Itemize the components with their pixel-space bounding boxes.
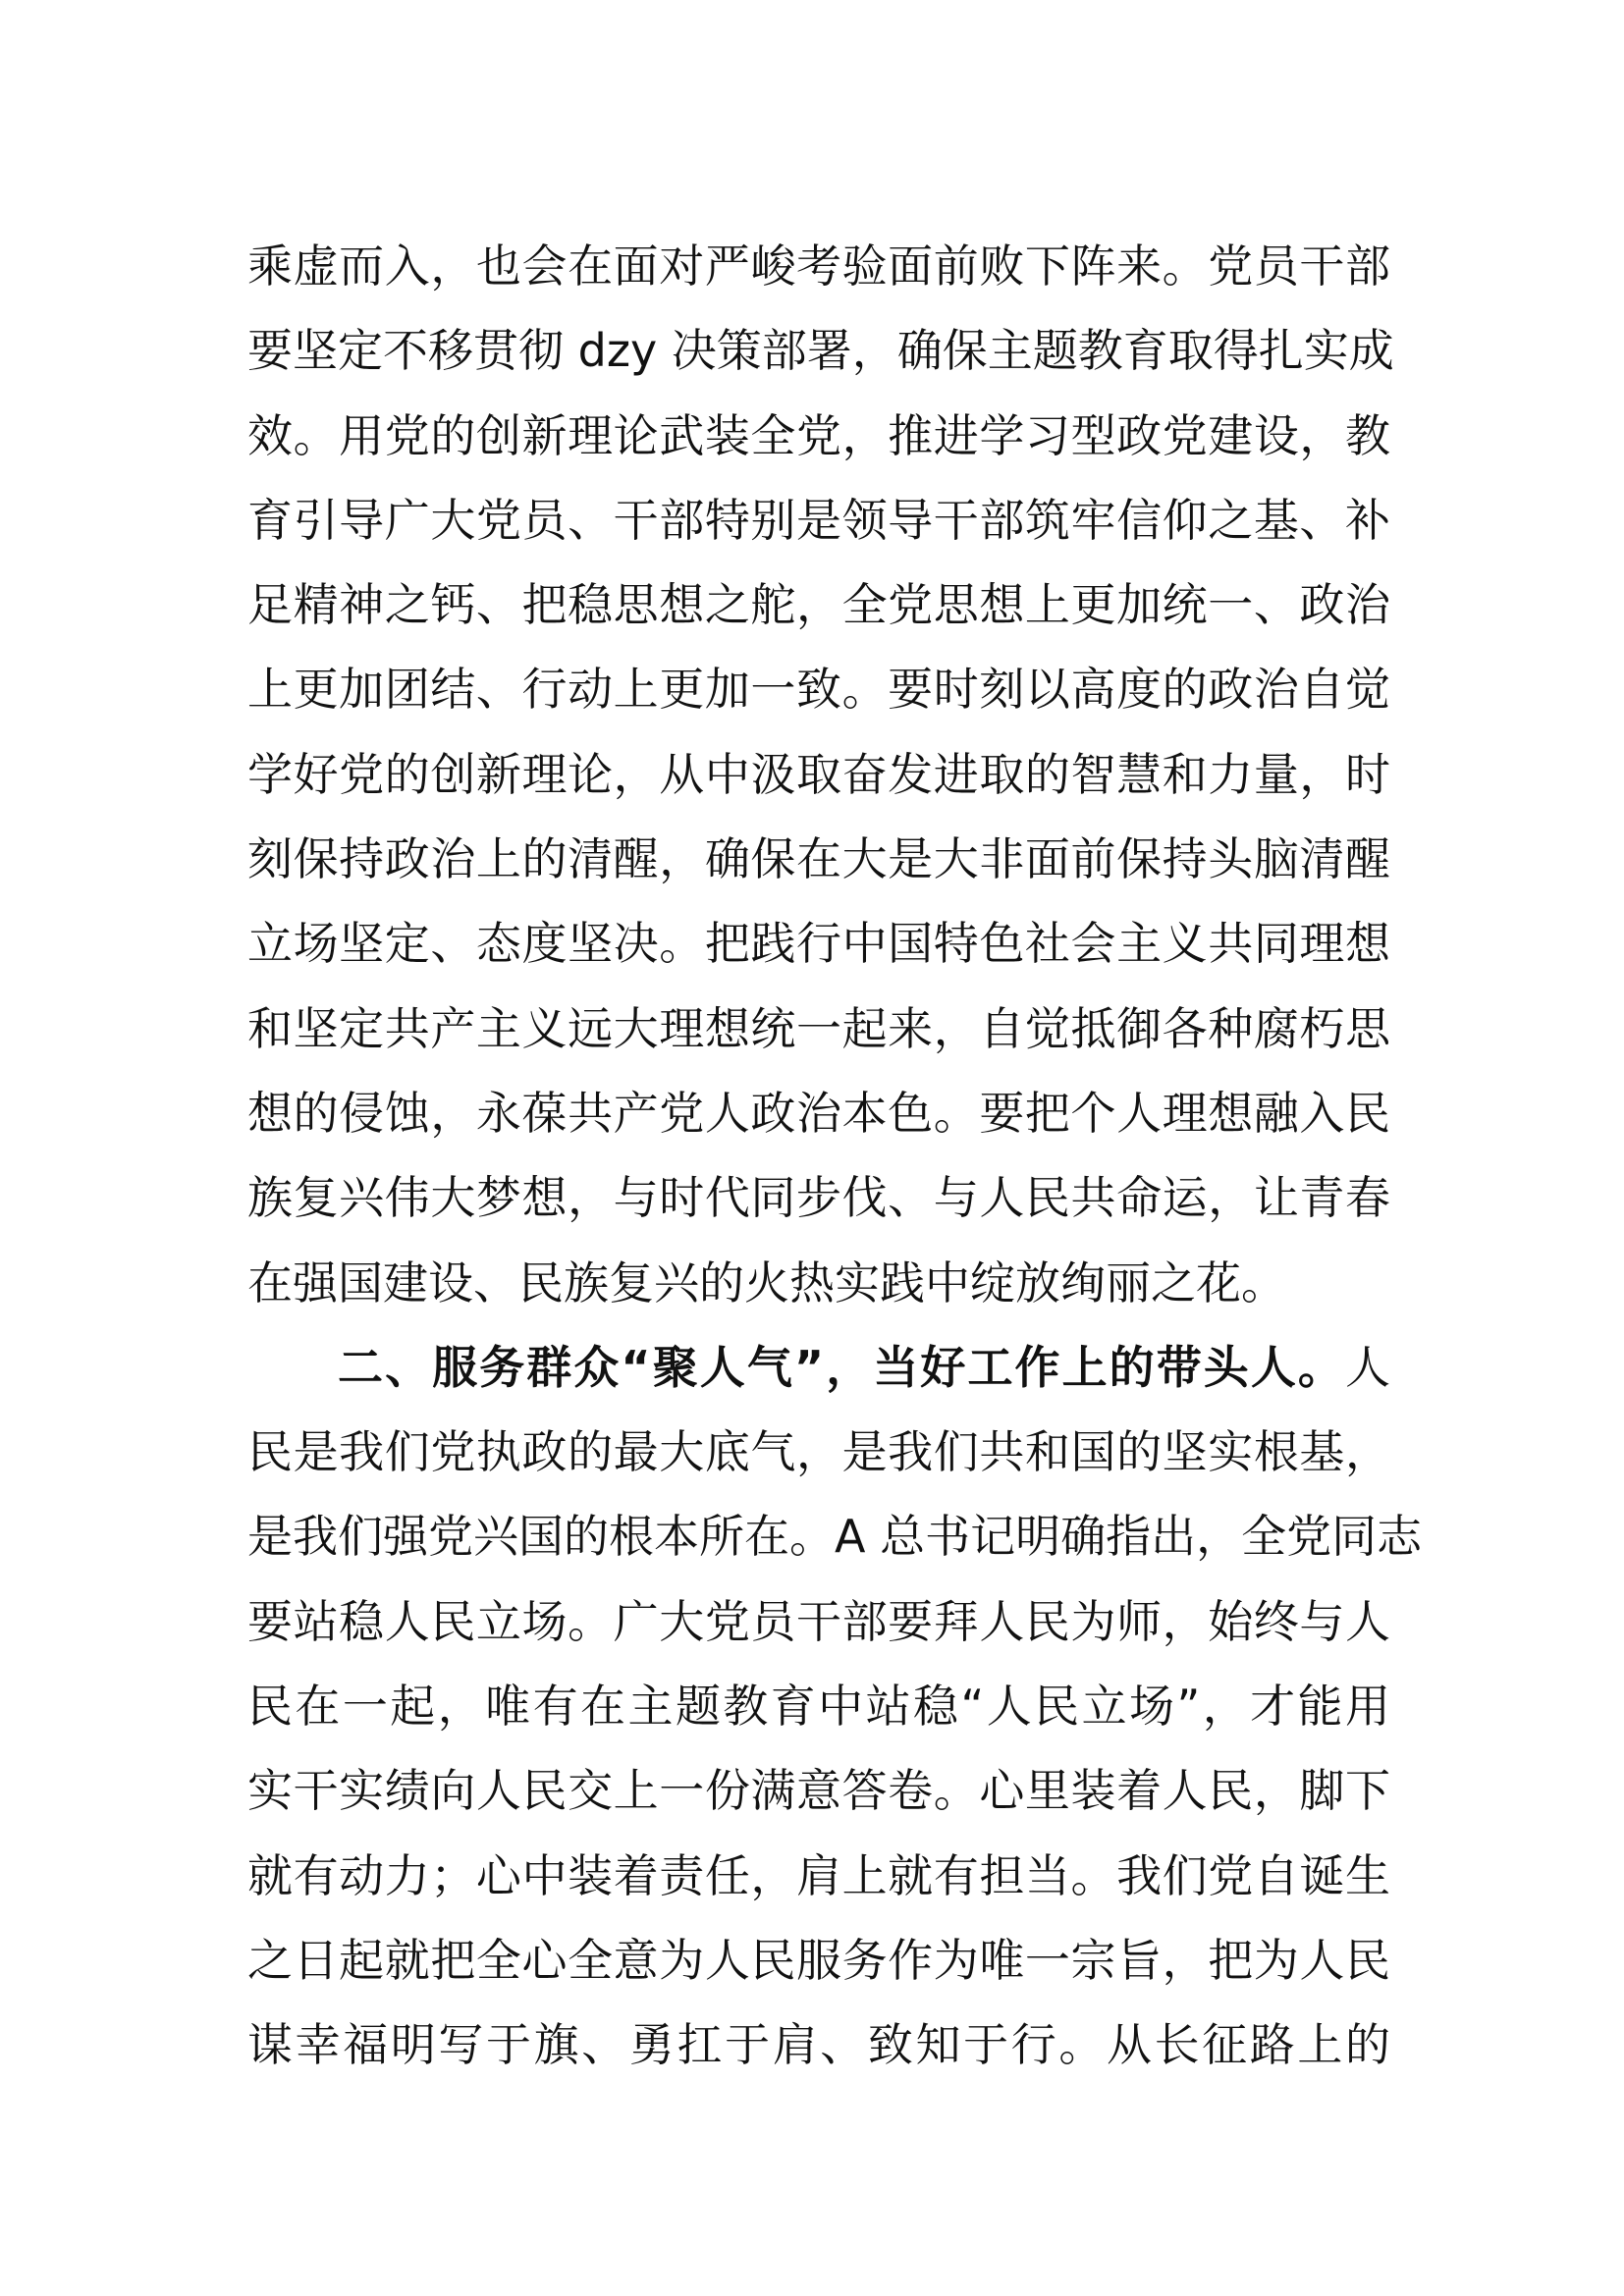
section-heading: 二、服务群众“聚人气”，当好工作上的带头人。 xyxy=(338,1340,1345,1394)
text-line: 族复兴伟大梦想，与时代同步伐、与人民共命运，让青春 xyxy=(247,1171,1390,1225)
text-line: 效。用党的创新理论武装全党，推进学习型政党建设，教 xyxy=(247,408,1390,462)
text-line: 和坚定共产主义远大理想统一起来，自觉抵御各种腐朽思 xyxy=(247,1001,1390,1055)
text-line: 谋幸福明写于旗、勇扛于肩、致知于行。从长征路上的 xyxy=(247,2018,1390,2072)
text-line: 立场坚定、态度坚决。把践行中国特色社会主义共同理想 xyxy=(247,917,1390,971)
text-line: 要站稳人民立场。广大党员干部要拜人民为师，始终与人 xyxy=(247,1594,1390,1648)
heading-line-rest: 人 xyxy=(1345,1340,1390,1394)
text-line: 育引导广大党员、干部特别是领导干部筑牢信仰之基、补 xyxy=(247,493,1390,547)
text-line: 民是我们党执政的最大底气，是我们共和国的坚实根基， xyxy=(247,1425,1390,1479)
paragraph-2 xyxy=(247,1325,1423,2088)
text-line: 就有动力；心中装着责任，肩上就有担当。我们党自诞生 xyxy=(247,1848,1390,1902)
text-line: 在强国建设、民族复兴的火热实践中绽放绚丽之花。 xyxy=(247,1255,1286,1309)
text-line: 民在一起，唯有在主题教育中站稳“人民立场”，才能用 xyxy=(247,1680,1390,1734)
text-line: 学好党的创新理论，从中汲取奋发进取的智慧和力量，时 xyxy=(247,747,1390,801)
text-line: 要坚定不移贯彻 dzy 决策部署，确保主题教育取得扎实成 xyxy=(247,324,1394,378)
text-line: 是我们强党兴国的根本所在。A 总书记明确指出，全党同志 xyxy=(247,1510,1423,1564)
text-line: 乘虚而入，也会在面对严峻考验面前败下阵来。党员干部 xyxy=(247,240,1390,293)
section-heading-line xyxy=(247,1325,1390,1410)
text-line: 想的侵蚀，永葆共产党人政治本色。要把个人理想融入民 xyxy=(247,1086,1390,1140)
text-line: 之日起就把全心全意为人民服务作为唯一宗旨，把为人民 xyxy=(247,1933,1390,1987)
text-line: 上更加团结、行动上更加一致。要时刻以高度的政治自觉 xyxy=(247,663,1390,717)
document-page xyxy=(247,224,1423,2088)
paragraph-1 xyxy=(247,224,1394,1325)
text-line: 实干实绩向人民交上一份满意答卷。心里装着人民，脚下 xyxy=(247,1764,1390,1818)
text-line: 刻保持政治上的清醒，确保在大是大非面前保持头脑清醒 xyxy=(247,832,1390,886)
text-line: 足精神之钙、把稳思想之舵，全党思想上更加统一、政治 xyxy=(247,578,1390,632)
